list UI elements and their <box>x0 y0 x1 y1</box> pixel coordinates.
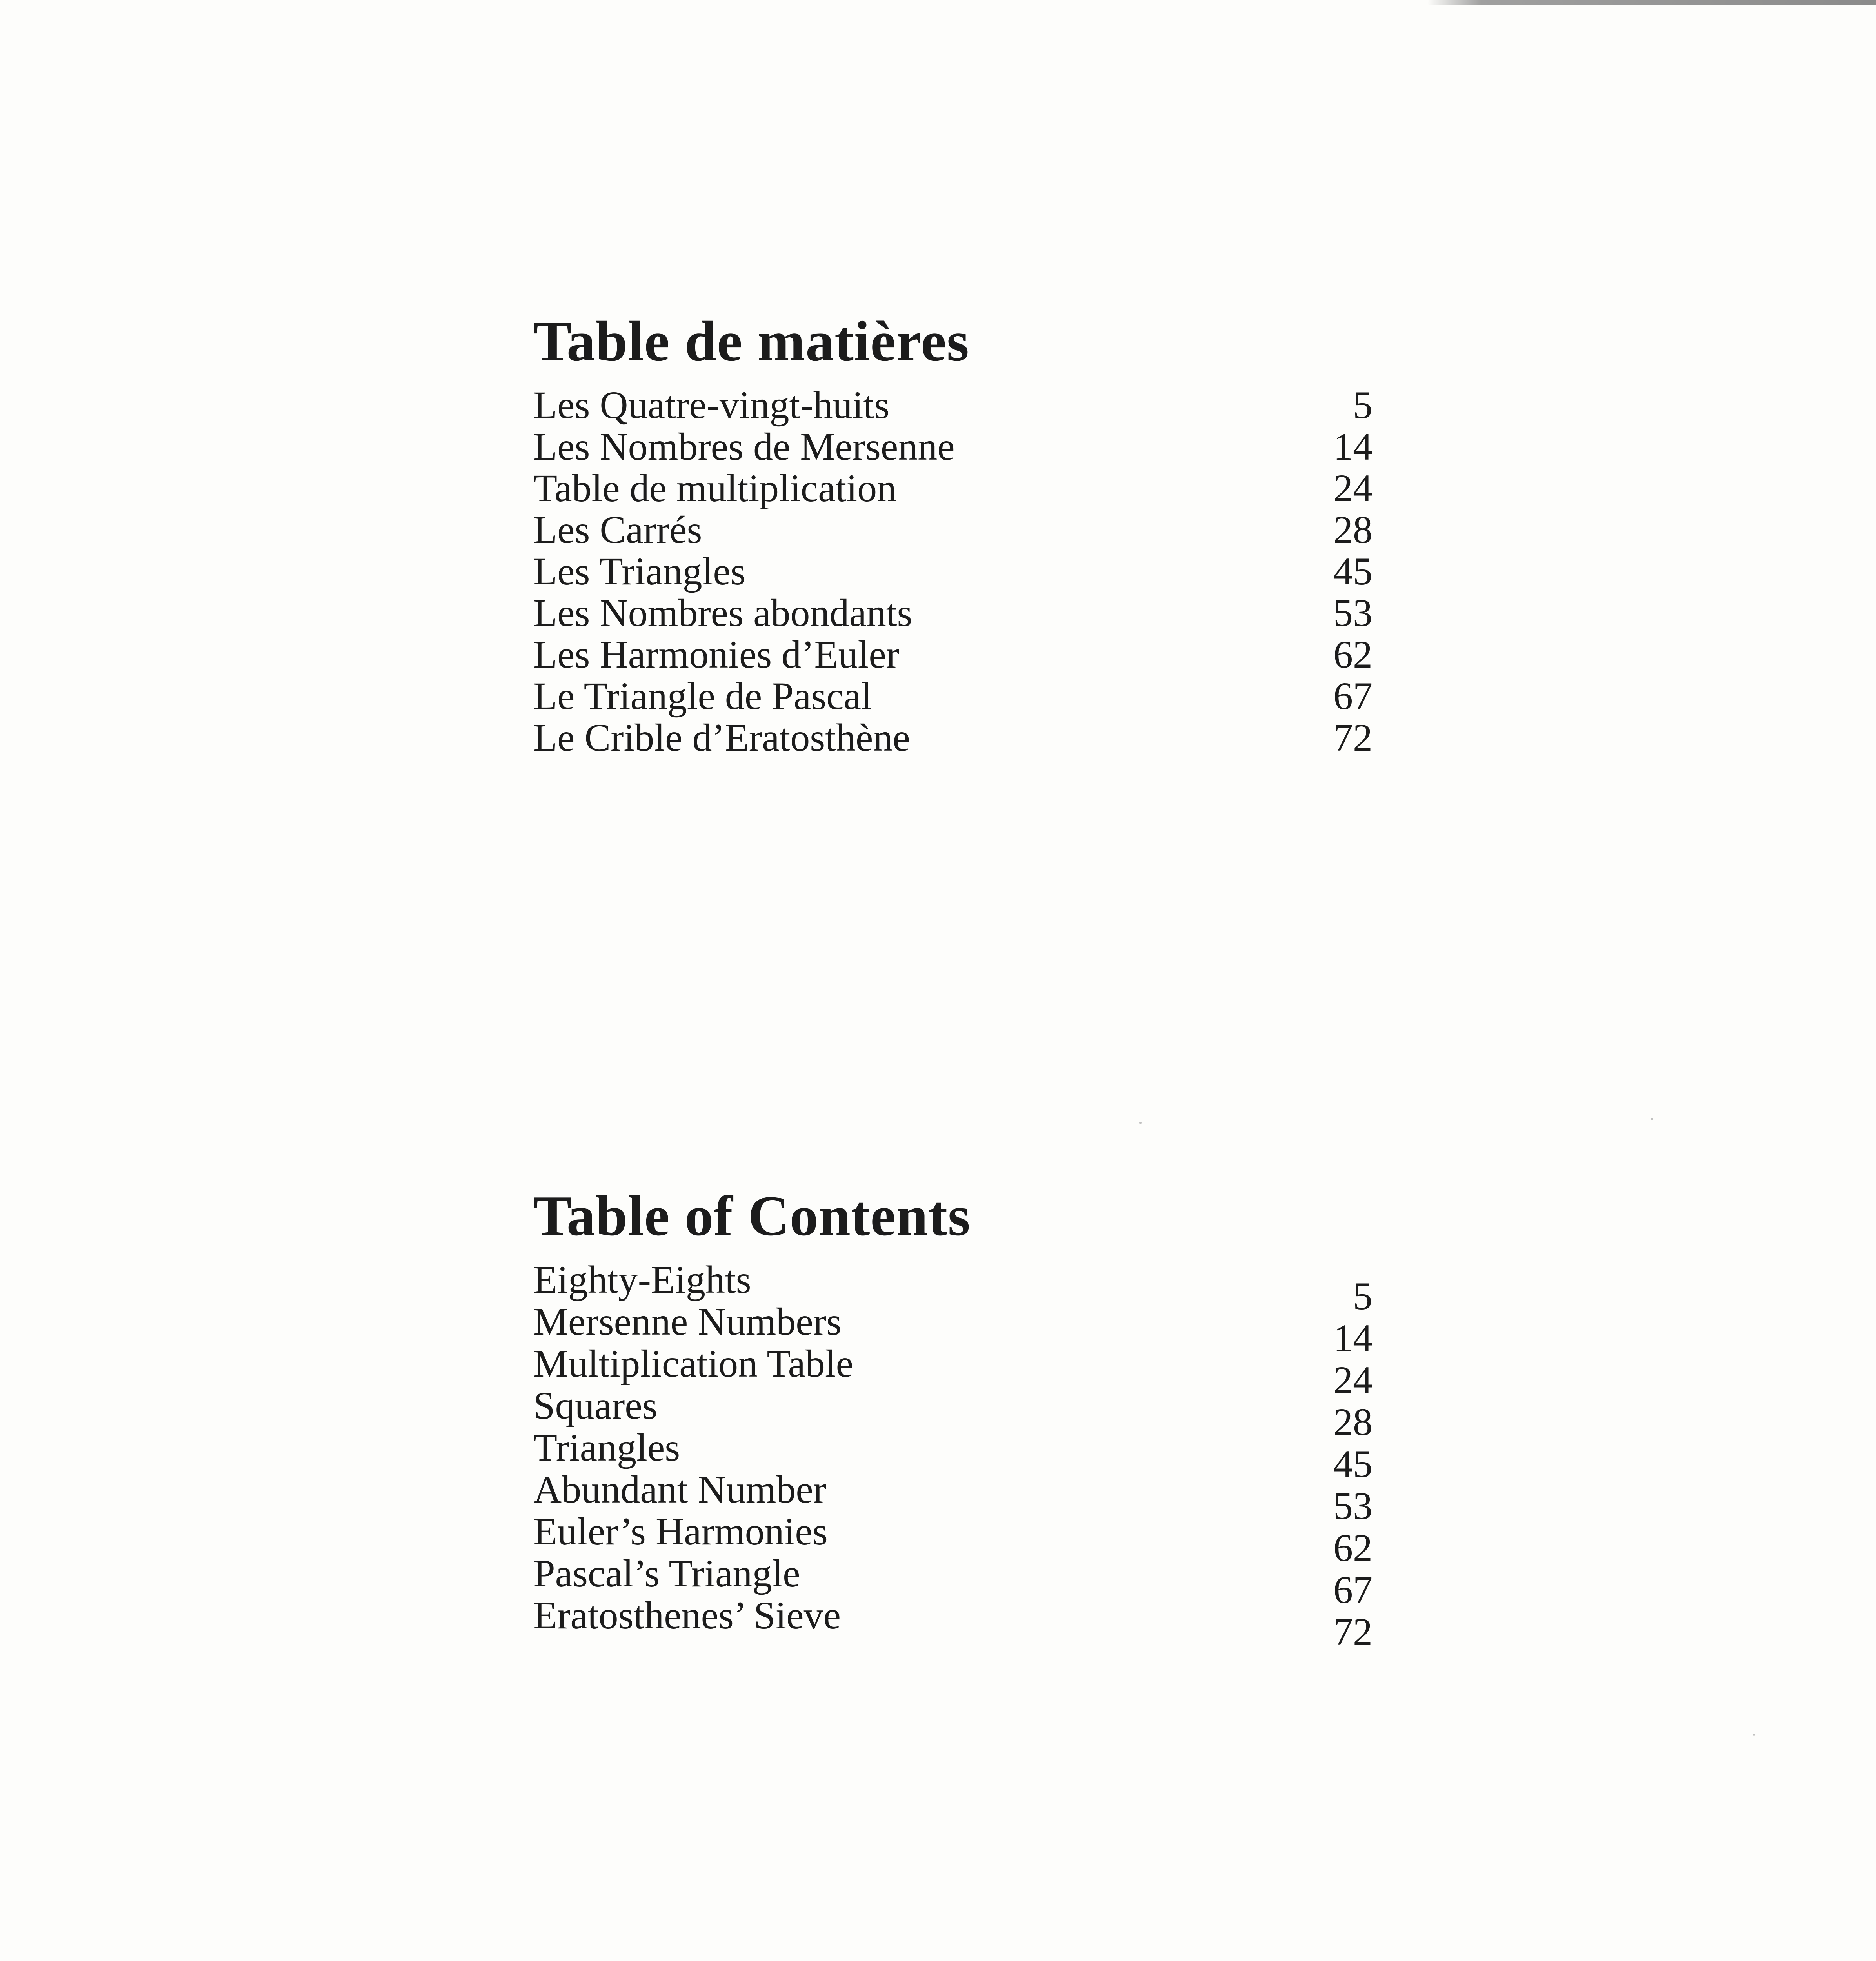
toc-entry <box>533 1594 1372 1654</box>
toc-entry-title: Squares <box>533 1384 658 1427</box>
toc-entry-page: 5 <box>1353 1274 1372 1318</box>
toc-entry-page: 53 <box>1333 1484 1372 1528</box>
toc-entry-title: Les Carrés <box>533 508 702 551</box>
toc-entry-title: Les Harmonies d’Euler <box>533 633 900 676</box>
toc-entry <box>533 426 1372 468</box>
toc-entry <box>533 1300 1372 1360</box>
toc-entry <box>533 675 1372 717</box>
toc-entry <box>533 1468 1372 1528</box>
toc-entry-page: 62 <box>1333 633 1372 676</box>
toc-entry-page: 5 <box>1353 383 1372 427</box>
scan-speck <box>1139 1122 1142 1124</box>
toc-list <box>533 1258 1372 1654</box>
toc-entry-title: Les Quatre-vingt-huits <box>533 383 890 427</box>
toc-entry-title: Triangles <box>533 1426 680 1469</box>
toc-entry-page: 24 <box>1333 466 1372 510</box>
toc-entry-title: Le Crible d’Eratosthène <box>533 716 910 759</box>
scan-edge-rule <box>1427 0 1876 5</box>
toc-entry-title: Eighty-Eights <box>533 1258 751 1301</box>
toc-entry-title: Eratosthenes’ Sieve <box>533 1594 841 1637</box>
toc-entry <box>533 592 1372 634</box>
toc-entry <box>533 384 1372 426</box>
toc-heading: Table of Contents <box>533 1184 971 1248</box>
toc-entry-title: Multiplication Table <box>533 1342 854 1385</box>
toc-entry-page: 28 <box>1333 508 1372 551</box>
toc-list <box>533 384 1372 759</box>
toc-entry <box>533 634 1372 675</box>
toc-entry <box>533 717 1372 759</box>
toc-entry-title: Les Nombres de Mersenne <box>533 425 955 468</box>
toc-entry <box>533 1426 1372 1486</box>
toc-entry-title: Mersenne Numbers <box>533 1300 842 1343</box>
scan-speck <box>1651 1118 1653 1120</box>
toc-entry <box>533 1552 1372 1612</box>
toc-entry <box>533 551 1372 592</box>
toc-entry-page: 14 <box>1333 425 1372 468</box>
toc-entry-page: 62 <box>1333 1526 1372 1570</box>
toc-entry <box>533 1384 1372 1444</box>
toc-entry-title: Euler’s Harmonies <box>533 1510 828 1553</box>
toc-section-french <box>533 306 1372 759</box>
toc-entry-page: 24 <box>1333 1358 1372 1402</box>
toc-entry-title: Les Nombres abondants <box>533 591 913 635</box>
toc-entry-title: Pascal’s Triangle <box>533 1552 800 1595</box>
toc-entry-title: Abundant Number <box>533 1468 827 1511</box>
toc-entry-page: 72 <box>1333 716 1372 759</box>
toc-entry <box>533 1342 1372 1402</box>
toc-entry-page: 67 <box>1333 1568 1372 1612</box>
toc-entry-page: 28 <box>1333 1400 1372 1444</box>
toc-entry-page: 45 <box>1333 549 1372 593</box>
scan-speck <box>1753 1734 1755 1736</box>
toc-section-english <box>533 1181 1372 1654</box>
toc-heading: Table de matières <box>533 309 969 373</box>
toc-entry <box>533 1258 1372 1318</box>
toc-entry <box>533 509 1372 551</box>
toc-entry-page: 53 <box>1333 591 1372 635</box>
toc-entry-page: 45 <box>1333 1442 1372 1486</box>
toc-entry-title: Table de multiplication <box>533 466 897 510</box>
toc-entry-page: 14 <box>1333 1316 1372 1360</box>
toc-entry-title: Les Triangles <box>533 549 746 593</box>
toc-entry-page: 67 <box>1333 674 1372 718</box>
toc-entry <box>533 1510 1372 1570</box>
toc-entry-page: 72 <box>1333 1610 1372 1654</box>
toc-entry-title: Le Triangle de Pascal <box>533 674 872 718</box>
toc-entry <box>533 468 1372 509</box>
